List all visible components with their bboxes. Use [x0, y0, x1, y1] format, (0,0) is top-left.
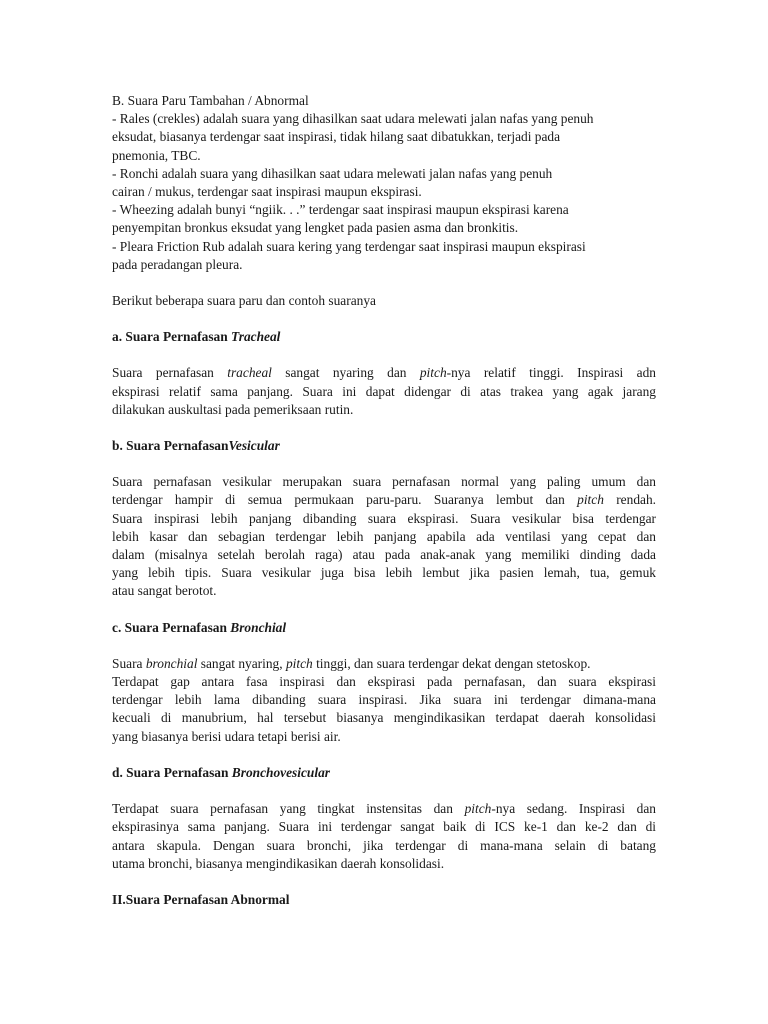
section-b-line: penyempitan bronkus eksudat yang lengket pada pasien asma dan bronkitis.	[112, 220, 519, 236]
intro-text: Berikut beberapa suara paru dan contoh suaranya	[112, 293, 376, 309]
heading-prefix: b. Suara Pernafasan	[112, 438, 229, 454]
paragraph-line: ekspirasinya sama panjang. Suara ini terdengar sangat baik di ICS ke-1 dan ke-2 dan di	[112, 819, 656, 835]
paragraph-line: terdengar lebih lama dibanding suara inspirasi. Jika suara ini terdengar dimana-mana	[112, 692, 656, 708]
paragraph-line: terdengar hampir di semua permukaan paru-paru. Suaranya lembut dan pitch rendah.	[112, 492, 656, 508]
paragraph-line: kecuali di manubrium, hal tersebut biasanya mengindikasikan terdapat daerah konsolidasi	[112, 710, 656, 726]
paragraph-line: dalam (misalnya setelah berolah raga) atau pada anak-anak yang memiliki dinding dada	[112, 547, 656, 563]
paragraph-tracheal	[112, 364, 656, 419]
section-b-title: B. Suara Paru Tambahan / Abnormal	[112, 93, 309, 108]
section-b-line: pnemonia, TBC.	[112, 147, 201, 163]
paragraph-line: dilakukan auskultasi pada pemeriksaan rutin.	[112, 401, 354, 417]
section-b-line: - Pleara Friction Rub adalah suara kering yang terdengar saat inspirasi maupun ekspirasi	[112, 238, 586, 254]
paragraph-line: Suara inspirasi lebih panjang dibanding suara ekspirasi. Suara vesikular bisa terdengar	[112, 510, 656, 526]
heading-prefix: c. Suara Pernafasan	[112, 619, 231, 635]
paragraph-line: atau sangat berotot.	[112, 583, 217, 599]
paragraph-bronchial	[112, 655, 656, 746]
heading-italic: Bronchial	[230, 619, 287, 635]
paragraph-line: ekspirasi relatif sama panjang. Suara ini dapat didengar di atas trakea yang agak jarang	[112, 383, 656, 399]
section-b-line: - Wheezing adalah bunyi “ngiik. . .” terdengar saat inspirasi maupun ekspirasi karena	[112, 202, 569, 218]
paragraph-line: Suara pernafasan vesikular merupakan suara pernafasan normal yang paling umum dan	[112, 474, 656, 490]
section-b-line: pada peradangan pleura.	[112, 256, 243, 272]
section-b-line: cairan / mukus, terdengar saat inspirasi maupun ekspirasi.	[112, 184, 422, 200]
heading-prefix: a. Suara Pernafasan	[112, 329, 232, 345]
heading-prefix: d. Suara Pernafasan	[112, 764, 232, 780]
paragraph-line: Terdapat gap antara fasa inspirasi dan ekspirasi pada pernafasan, dan suara ekspirasi	[112, 674, 656, 690]
paragraph-line: Suara pernafasan tracheal sangat nyaring dan pitch-nya relatif tinggi. Inspirasi adn	[112, 365, 656, 381]
paragraph-line: Terdapat suara pernafasan yang tingkat instensitas dan pitch-nya sedang. Inspirasi dan	[112, 801, 656, 817]
heading-italic: Vesicular	[228, 438, 280, 454]
heading-section-ii: II.Suara Pernafasan Abnormal	[112, 891, 290, 907]
heading-bronchial	[112, 619, 656, 637]
paragraph-line: lebih kasar dan sebagian terdengar lebih panjang apabila ada ventilasi yang cepat dan	[112, 528, 656, 544]
paragraph-line: yang lebih tipis. Suara vesikular juga bisa lebih lembut jika pasien lemah, tua, gemuk	[112, 565, 656, 581]
heading-vesicular	[112, 437, 656, 455]
paragraph-vesicular	[112, 473, 656, 600]
section-b-line: - Rales (crekles) adalah suara yang dihasilkan saat udara melewati jalan nafas yang penuh	[112, 111, 594, 127]
section-b-line: eksudat, biasanya terdengar saat inspirasi, tidak hilang saat dibatukkan, terjadi pada	[112, 129, 561, 145]
heading-italic: Tracheal	[231, 329, 281, 345]
section-b	[112, 92, 656, 274]
paragraph-line: Suara bronchial sangat nyaring, pitch tinggi, dan suara terdengar dekat dengan stetoskop.	[112, 655, 591, 671]
paragraph-line: utama bronchi, biasanya mengindikasikan daerah konsolidasi.	[112, 855, 445, 871]
heading-tracheal	[112, 328, 656, 346]
heading-bronchovesicular	[112, 764, 656, 782]
paragraph-line: yang biasanya berisi udara tetapi berisi air.	[112, 728, 341, 744]
paragraph-bronchovesicular	[112, 800, 656, 873]
heading-italic: Bronchovesicular	[231, 764, 331, 780]
section-b-line: - Ronchi adalah suara yang dihasilkan saat udara melewati jalan nafas yang penuh	[112, 165, 553, 181]
paragraph-line: antara skapula. Dengan suara bronchi, jika terdengar di mana-mana selain di batang	[112, 837, 656, 853]
